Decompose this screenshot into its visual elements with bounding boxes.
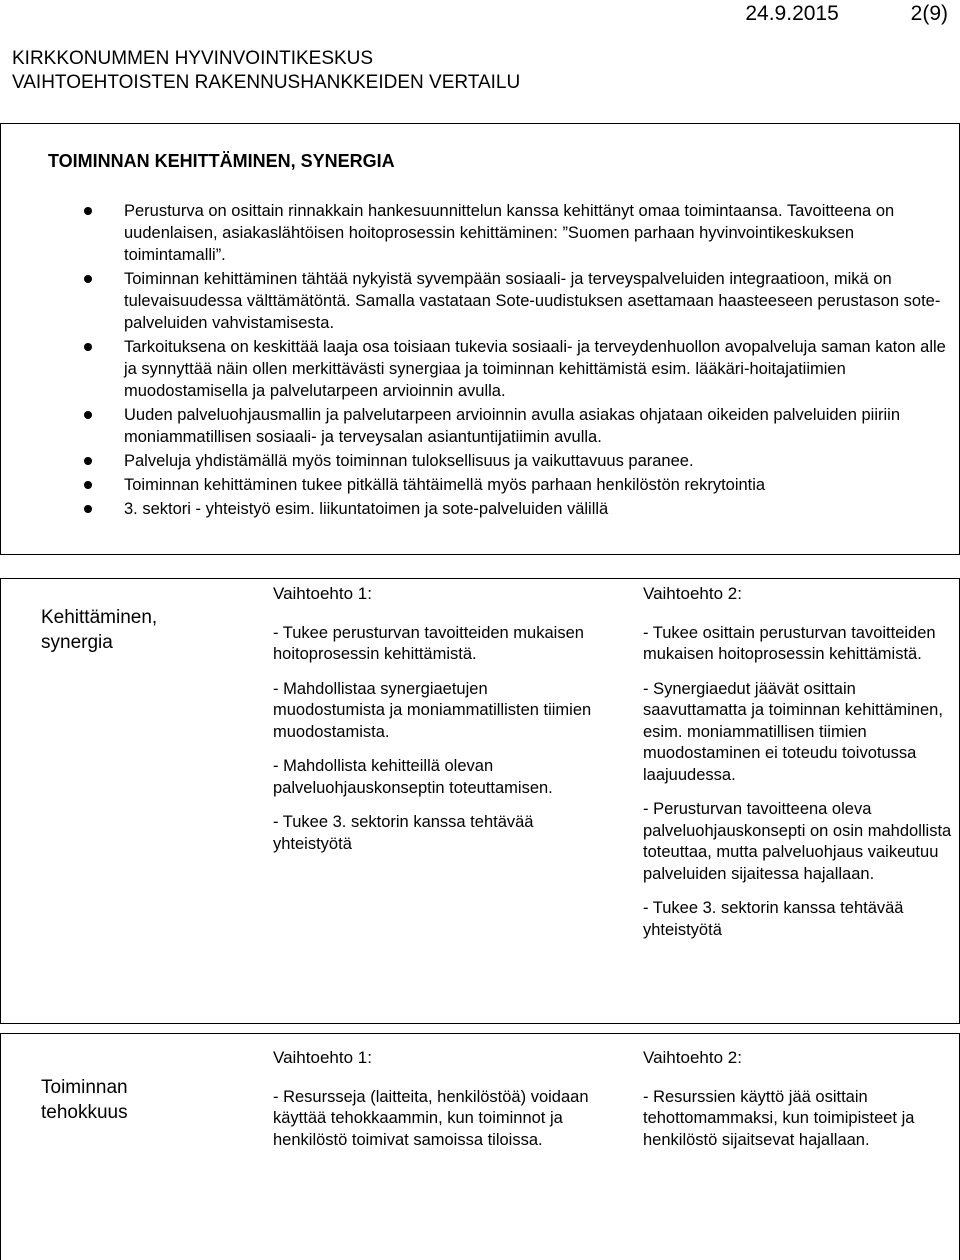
section-box-development: [0, 123, 960, 555]
page-header-meta: [745, 2, 948, 26]
bullet-icon: [84, 505, 92, 513]
bullet-icon: [84, 481, 92, 489]
bullet-icon: [84, 207, 92, 215]
option-paragraph: - Tukee 3. sektorin kanssa tehtävää yhteistyötä: [273, 813, 534, 853]
document-date: 24.9.2015: [745, 2, 839, 25]
organization-name: KIRKKONUMMEN HYVINVOINTIKESKUS: [12, 48, 374, 69]
option-2-heading: Vaihtoehto 2:: [643, 584, 742, 603]
option-paragraph: - Tukee perusturvan tavoitteiden mukaisen hoitoprosessin kehittämistä.: [273, 623, 584, 663]
option-2-column: [643, 583, 953, 954]
option-paragraph: - Perusturvan tavoitteena oleva palveluohjauskonsepti on osin mahdollista toteuttaa, mutta palveluohjaus vaikeutuu palveluiden sijaitessa hajallaan.: [643, 800, 952, 883]
option-paragraph: - Mahdollistaa synergiaetujen muodostumista ja moniammatillisten tiimien muodostamista.: [273, 679, 592, 741]
bullet-icon: [84, 457, 92, 465]
option-1-column: [273, 583, 593, 868]
option-2-column: [643, 1047, 953, 1164]
option-1-heading: Vaihtoehto 1:: [273, 1048, 372, 1067]
option-paragraph: - Tukee 3. sektorin kanssa tehtävää yhteistyötä: [643, 899, 904, 939]
list-item: Toiminnan kehittäminen tähtää nykyistä syvempään sosiaali- ja terveyspalveluiden integraatioon, mikä on tulevaisuudessa välttämätöntä. Samalla vastataan Sote-uudistuksen asettamaan haasteeseen perustason sote-palveluiden vahvistamisesta.: [124, 268, 954, 334]
option-1-heading: Vaihtoehto 1:: [273, 584, 372, 603]
list-item: Toiminnan kehittäminen tukee pitkällä tähtäimellä myös parhaan henkilöstön rekrytointia: [124, 474, 954, 496]
bullet-icon: [84, 411, 92, 419]
option-2-heading: Vaihtoehto 2:: [643, 1048, 742, 1067]
bullet-list: [124, 200, 954, 522]
document-title-block: [12, 47, 520, 95]
comparison-row-label: Kehittäminen, synergia: [41, 607, 158, 653]
list-item: Uuden palveluohjausmallin ja palvelutarpeen arvioinnin avulla asiakas ohjataan oikeiden palveluiden piiriin moniammatillisen sosiaali- ja terveysalan asiantuntijatiimin avulla.: [124, 404, 954, 448]
option-paragraph: - Synergiaedut jäävät osittain saavuttamatta ja toiminnan kehittäminen, esim. moniammatillisen tiimien muodostaminen ei toteudu toivotussa laajuudessa.: [643, 679, 943, 784]
option-paragraph: - Mahdollista kehitteillä olevan palveluohjauskonseptin toteuttamisen.: [273, 757, 553, 797]
comparison-box-synergy: [0, 578, 960, 1024]
option-paragraph: - Tukee osittain perusturvan tavoitteiden mukaisen hoitoprosessin kehittämistä.: [643, 623, 936, 663]
list-item: Perusturva on osittain rinnakkain hankesuunnittelun kanssa kehittänyt omaa toimintaansa. Tavoitteena on uudenlaisen, asiakaslähtöisen hoitoprosessin kehittäminen: ”Suomen parhaan hyvinvointikeskuksen toimintamalli”.: [124, 200, 954, 266]
option-1-column: [273, 1047, 593, 1164]
comparison-box-efficiency: [0, 1033, 960, 1260]
document-subtitle: VAIHTOEHTOISTEN RAKENNUSHANKKEIDEN VERTAILU: [12, 72, 521, 93]
option-paragraph: - Resursseja (laitteita, henkilöstöä) voidaan käyttää tehokkaammin, kun toiminnot ja henkilöstö toimivat samoissa tiloissa.: [273, 1087, 589, 1149]
list-item: Tarkoituksena on keskittää laaja osa toisiaan tukevia sosiaali- ja terveydenhuollon avopalveluja saman katon alle ja synnyttää näin ollen merkittävästi synergiaa ja toiminnan kehittämistä esim. lääkäri-hoitajatiimien muodostamisella ja palvelutarpeen arvioinnin avulla.: [124, 336, 954, 402]
section-title: TOIMINNAN KEHITTÄMINEN, SYNERGIA: [48, 151, 395, 171]
bullet-icon: [84, 275, 92, 283]
bullet-icon: [84, 343, 92, 351]
comparison-row-label: Toiminnan tehokkuus: [41, 1077, 128, 1123]
list-item: Palveluja yhdistämällä myös toiminnan tuloksellisuus ja vaikuttavuus paranee.: [124, 450, 954, 472]
page-number: 2(9): [910, 2, 948, 25]
list-item: 3. sektori - yhteistyö esim. liikuntatoimen ja sote-palveluiden välillä: [124, 498, 954, 520]
option-paragraph: - Resurssien käyttö jää osittain tehottomammaksi, kun toimipisteet ja henkilöstö sijaitsevat hajallaan.: [643, 1087, 915, 1149]
